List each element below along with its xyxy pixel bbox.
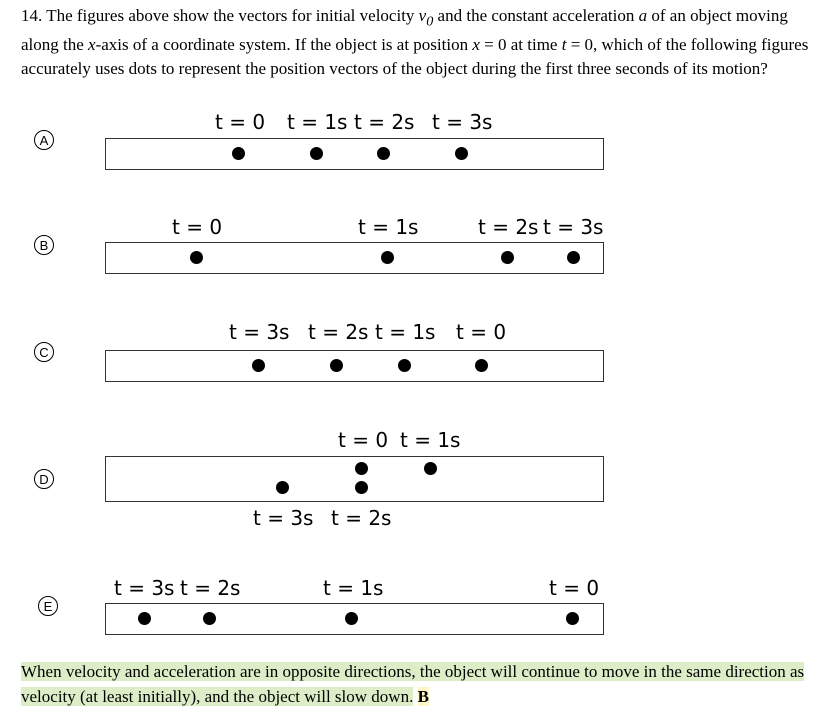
option-b-letter[interactable]: B xyxy=(34,235,54,255)
option-d-dot-t0 xyxy=(355,462,368,475)
option-d-dot-t2 xyxy=(355,481,368,494)
option-d-label-t1: t = 1s xyxy=(400,428,461,452)
question-text: 14. The figures above show the vectors for initial velocity $v_0$ and the constant acceleration a of an object moving along the x-axis of a coordinate system. If the object is at position x = 0 at time t = 0, which of the following figures accurately uses dots to represent the position vectors of the object during the first three seconds of its motion? xyxy=(21,6,809,79)
option-c-track xyxy=(105,350,604,382)
option-e-label-t2: t = 2s xyxy=(180,576,241,600)
option-b-label-t2: t = 2s xyxy=(478,215,539,239)
option-c-label-t0: t = 0 xyxy=(456,320,507,344)
option-d-dot-t1 xyxy=(424,462,437,475)
option-e-dot-t3 xyxy=(138,612,151,625)
option-b-dot-t1 xyxy=(381,251,394,264)
option-e-dot-t2 xyxy=(203,612,216,625)
option-a-label-t1: t = 1s xyxy=(287,110,348,134)
option-b-dot-t0 xyxy=(190,251,203,264)
option-e-letter[interactable]: E xyxy=(38,596,58,616)
option-e-label-t0: t = 0 xyxy=(549,576,600,600)
option-c-dot-t2 xyxy=(330,359,343,372)
option-d-label-t2: t = 2s xyxy=(331,506,392,530)
option-d-dot-t3 xyxy=(276,481,289,494)
option-d-label-t3: t = 3s xyxy=(253,506,314,530)
option-e-dot-t1 xyxy=(345,612,358,625)
option-d-track xyxy=(105,456,604,502)
option-c-dot-t1 xyxy=(398,359,411,372)
option-a-dot-t3 xyxy=(455,147,468,160)
option-b-label-t3: t = 3s xyxy=(543,215,604,239)
option-c-dot-t0 xyxy=(475,359,488,372)
option-d-letter[interactable]: D xyxy=(34,469,54,489)
option-d-label-t0: t = 0 xyxy=(338,428,389,452)
option-a-label-t2: t = 2s xyxy=(354,110,415,134)
option-b-dot-t3 xyxy=(567,251,580,264)
option-b-label-t0: t = 0 xyxy=(172,215,223,239)
option-b-dot-t2 xyxy=(501,251,514,264)
option-c-dot-t3 xyxy=(252,359,265,372)
option-c-letter[interactable]: C xyxy=(34,342,54,362)
option-a-dot-t2 xyxy=(377,147,390,160)
option-c-label-t2: t = 2s xyxy=(308,320,369,344)
option-a-dot-t1 xyxy=(310,147,323,160)
option-a-letter[interactable]: A xyxy=(34,130,54,150)
option-c-label-t3: t = 3s xyxy=(229,320,290,344)
option-c-label-t1: t = 1s xyxy=(375,320,436,344)
explanation-text: When velocity and acceleration are in opposite directions, the object will continue to move in the same direction as velocity (at least initially), and the object will slow down. xyxy=(21,662,805,706)
option-a-track xyxy=(105,138,604,170)
option-b-label-t1: t = 1s xyxy=(358,215,419,239)
option-e-label-t3: t = 3s xyxy=(114,576,175,600)
option-b-track xyxy=(105,242,604,274)
option-e-dot-t0 xyxy=(566,612,579,625)
answer-key: B xyxy=(417,687,429,706)
answer-explanation xyxy=(21,659,811,709)
option-a-label-t3: t = 3s xyxy=(432,110,493,134)
option-a-dot-t0 xyxy=(232,147,245,160)
option-a-label-t0: t = 0 xyxy=(215,110,266,134)
option-e-label-t1: t = 1s xyxy=(323,576,384,600)
